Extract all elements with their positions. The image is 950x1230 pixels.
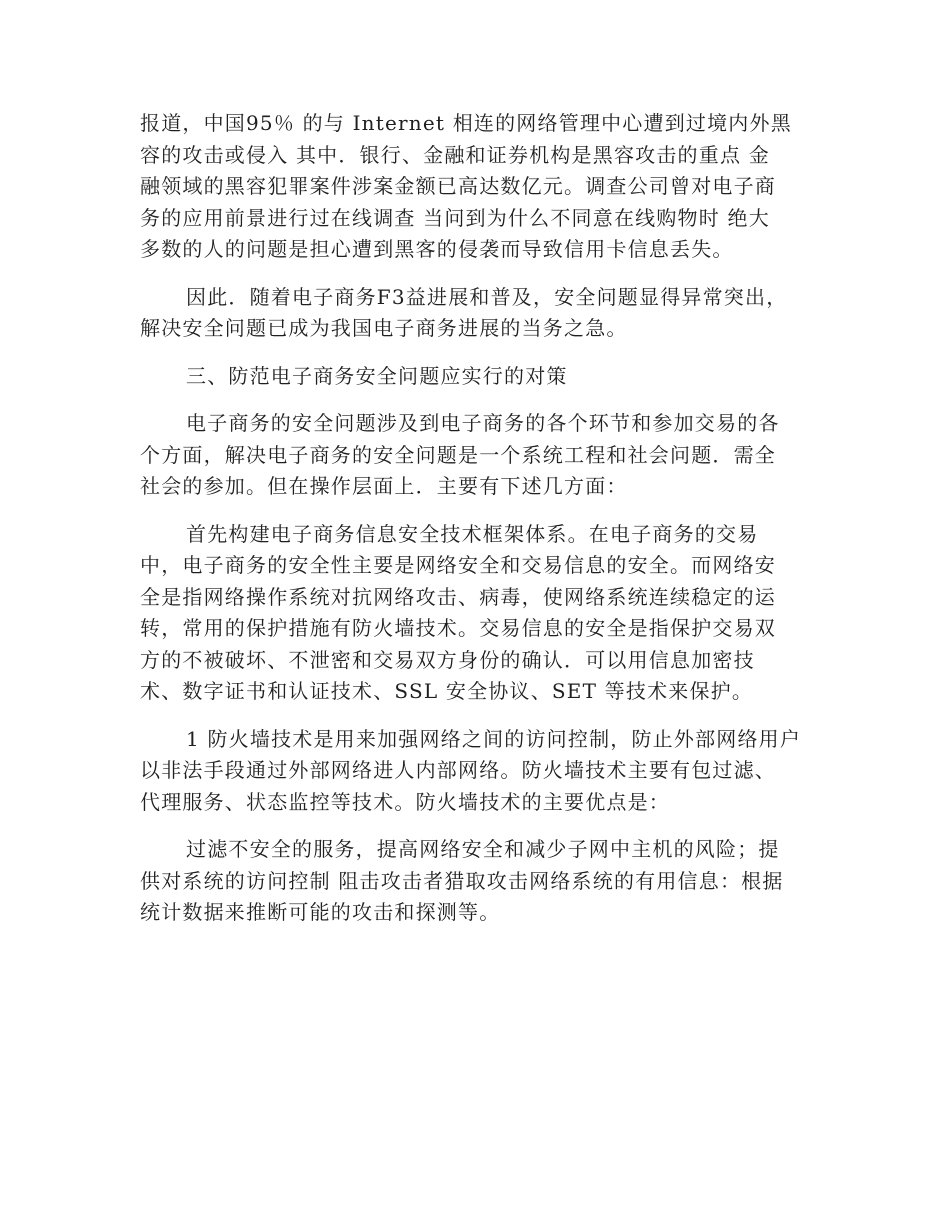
text-line: 术、数字证书和认证技术、SSL 安全协议、SET 等技术来保护。	[140, 679, 754, 703]
text-line: 融领域的黑容犯罪案件涉案金额已高达数亿元。调查公司曾对电子商	[140, 174, 776, 198]
paragraph-security-urgency	[140, 282, 806, 345]
paragraph-hacker-attack-report	[140, 108, 806, 266]
paragraph-firewall-advantages	[140, 834, 806, 929]
text-line: 以非法手段通过外部网络进人内部网络。防火墙技术主要有包过滤、	[140, 758, 776, 782]
text-line: 转，常用的保护措施有防火墙技术。交易信息的安全是指保护交易双	[140, 616, 776, 640]
text-line: 解决安全问题已成为我国电子商务进展的当务之急。	[140, 316, 628, 340]
text-line: 务的应用前景进行过在线调查 当问到为什么不同意在线购物时 绝大	[140, 205, 770, 230]
text-line: 全是指网络操作系统对抗网络攻击、病毒，使网络系统连续稳定的运	[140, 584, 776, 609]
text-line: 统计数据来推断可能的攻击和探测等。	[140, 900, 501, 924]
text-line: 电子商务的安全问题涉及到电子商务的各个环节和参加交易的各	[186, 411, 780, 435]
paragraph-firewall-technology	[140, 724, 806, 819]
text-line: 首先构建电子商务信息安全技术框架体系。在电子商务的交易	[186, 521, 759, 546]
text-line: 方的不被破坏、不泄密和交易双方身份的确认．可以用信息加密技	[140, 647, 755, 672]
text-line: 因此．随着电子商务F3益进展和普及，安全问题显得异常突出，	[186, 284, 788, 309]
document-body	[140, 108, 806, 945]
text-line: 供对系统的访问控制 阻击攻击者猎取攻击网络系统的有用信息：根据	[140, 868, 784, 893]
section-heading	[140, 361, 806, 393]
text-line: 个方面，解决电子商务的安全问题是一个系统工程和社会问题．需全	[140, 442, 776, 467]
text-line: 1 防火墙技术是用来加强网络之间的访问控制，防止外部网络用户	[186, 726, 802, 751]
paragraph-security-framework	[140, 519, 806, 708]
text-line: 多数的人的问题是担心遭到黑客的侵袭而导致信用卡信息丢失。	[140, 237, 734, 261]
text-line: 中，电子商务的安全性主要是网络安全和交易信息的安全。而网络安	[140, 553, 776, 577]
paragraph-system-engineering	[140, 408, 806, 503]
section-heading-text: 三、防范电子商务安全问题应实行的对策	[186, 363, 568, 388]
text-line: 容的攻击或侵入 其中．银行、金融和证券机构是黑容攻击的重点 金	[140, 142, 770, 167]
text-line: 代理服务、状态监控等技术。防火墙技术的主要优点是：	[140, 789, 670, 814]
text-line: 过滤不安全的服务，提高网络安全和减少子网中主机的风险；提	[186, 837, 780, 861]
text-line: 社会的参加。但在操作层面上．主要有下述几方面：	[140, 474, 628, 498]
text-line: 报道，中国95％ 的与 Internet 相连的网络管理中心遭到过境内外黑	[140, 111, 792, 135]
